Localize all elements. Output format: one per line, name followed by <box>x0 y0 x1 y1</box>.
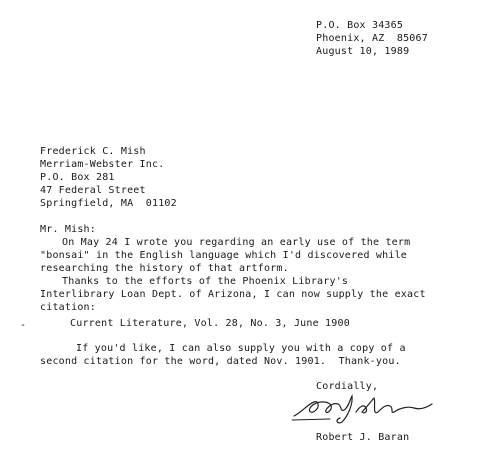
body-line: researching the history of that artform. <box>40 263 289 274</box>
body-line: On May 24 I wrote you regarding an early use of the term <box>62 237 411 248</box>
recipient-city: Springfield, MA 01102 <box>40 198 177 209</box>
recipient-po-box: P.O. Box 281 <box>40 172 115 183</box>
handwritten-signature <box>290 390 450 426</box>
recipient-name: Frederick C. Mish <box>40 146 146 157</box>
body-line: second citation for the word, dated Nov. 1901. Thank-you. <box>40 356 401 367</box>
body-line: Interlibrary Loan Dept. of Arizona, I can now supply the exact <box>40 289 426 300</box>
sender-address-line1: P.O. Box 34365 <box>316 20 404 31</box>
sender-address-line2: Phoenix, AZ 85067 <box>316 33 428 44</box>
margin-mark: - <box>20 320 27 331</box>
citation: Current Literature, Vol. 28, No. 3, June 1900 <box>70 318 350 329</box>
salutation: Mr. Mish: <box>40 224 96 235</box>
body-line: "bonsai" in the English language which I'd discovered while <box>40 250 408 261</box>
recipient-company: Merriam-Webster Inc. <box>40 159 165 170</box>
body-line: citation: <box>40 302 96 313</box>
body-line: Thanks to the efforts of the Phoenix Library's <box>62 276 349 287</box>
closing: Cordially, <box>316 381 379 392</box>
signer-name: Robert J. Baran <box>316 432 410 443</box>
letter-date: August 10, 1989 <box>316 46 410 57</box>
body-line: If you'd like, I can also supply you with a copy of a <box>76 343 406 354</box>
recipient-street: 47 Federal Street <box>40 185 146 196</box>
